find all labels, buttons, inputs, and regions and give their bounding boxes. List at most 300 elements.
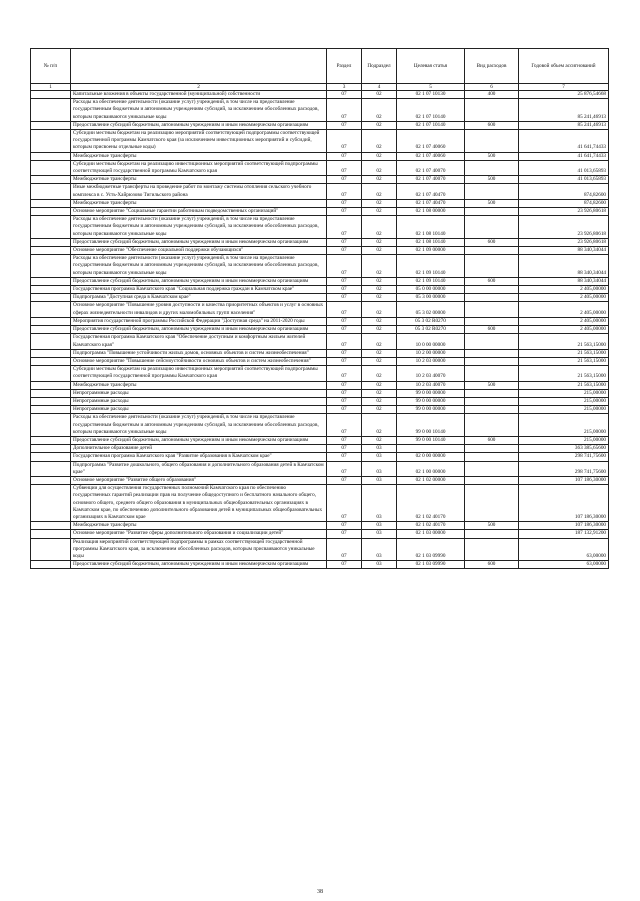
row-num-cell <box>31 184 71 199</box>
row-expense-type <box>465 334 519 349</box>
row-expense-type: 500 <box>465 199 519 207</box>
row-description: Непрограммные расходы <box>71 397 327 405</box>
row-description: Расходы на обеспечение деятельности (оказание услуг) учреждений, в том числе на предоставление государственным бюджетным и автономным учреждениям субсидий, за исключением обособленных расходов, которым присваиваются уникальные коды <box>71 216 327 239</box>
row-expense-type <box>465 406 519 414</box>
row-num-cell <box>31 216 71 239</box>
budget-table-sheet <box>30 48 608 569</box>
row-description: Подпрограмма "Развитие дошкольного, общего образования и дополнительного образования детей в Камчатском крае" <box>71 461 327 476</box>
row-target-article: 02 1 07 40070 <box>397 176 465 184</box>
table-row <box>31 349 609 357</box>
row-num-cell <box>31 445 71 453</box>
row-num-cell <box>31 317 71 325</box>
row-expense-type <box>465 247 519 255</box>
row-target-article: 02 1 09 10140 <box>397 255 465 278</box>
row-target-article: 02 1 03 09990 <box>397 538 465 561</box>
row-num-cell <box>31 538 71 561</box>
column-number: 3 <box>327 84 362 91</box>
row-target-article: 99 0 00 10140 <box>397 436 465 444</box>
row-num-cell <box>31 357 71 365</box>
row-num-cell <box>31 208 71 216</box>
row-num-cell <box>31 99 71 122</box>
row-amount: 874,82600 <box>519 199 609 207</box>
row-expense-type: 500 <box>465 381 519 389</box>
row-description: Основное мероприятие "Повышение сейсмоустойчивости основных объектов и систем жизнеобеспечения" <box>71 357 327 365</box>
row-section: 07 <box>327 184 362 199</box>
row-num-cell <box>31 152 71 160</box>
row-section: 07 <box>327 357 362 365</box>
row-amount: 21 563,15000 <box>519 381 609 389</box>
row-subsection: 02 <box>362 294 397 302</box>
row-expense-type: 500 <box>465 522 519 530</box>
row-expense-type <box>465 389 519 397</box>
row-description: Предоставление субсидий бюджетным, автономным учреждениям и иным некоммерческим организациям <box>71 121 327 129</box>
row-subsection: 02 <box>362 436 397 444</box>
row-amount: 23 926,80618 <box>519 208 609 216</box>
table-row <box>31 121 609 129</box>
row-expense-type: 500 <box>465 152 519 160</box>
row-num-cell <box>31 389 71 397</box>
row-subsection: 02 <box>362 302 397 317</box>
row-description: Субсидии местным бюджетам на реализацию мероприятий соответствующей подпрограммы соответствующей государственной программы Камчатского края (за исключением инвестиционных мероприятий и субсидий, которым присвоены отдельные коды) <box>71 130 327 153</box>
row-expense-type <box>465 349 519 357</box>
row-subsection: 02 <box>362 414 397 437</box>
row-section: 07 <box>327 389 362 397</box>
row-expense-type: 600 <box>465 121 519 129</box>
row-section: 07 <box>327 453 362 461</box>
row-num-cell <box>31 397 71 405</box>
row-num-cell <box>31 199 71 207</box>
row-subsection: 02 <box>362 255 397 278</box>
column-number: 1 <box>31 84 71 91</box>
row-description: Подпрограмма "Повышение устойчивости жилых домов, основных объектов и систем жизнеобеспечения" <box>71 349 327 357</box>
row-subsection: 02 <box>362 381 397 389</box>
row-subsection: 03 <box>362 485 397 522</box>
table-row <box>31 152 609 160</box>
row-expense-type <box>465 357 519 365</box>
table-row <box>31 302 609 317</box>
table-row <box>31 317 609 325</box>
row-amount: 363 385,65600 <box>519 445 609 453</box>
row-subsection: 03 <box>362 445 397 453</box>
row-expense-type <box>465 286 519 294</box>
row-subsection: 03 <box>362 522 397 530</box>
row-target-article: 05 0 00 00000 <box>397 286 465 294</box>
row-num-cell <box>31 302 71 317</box>
row-num-cell <box>31 255 71 278</box>
row-section: 07 <box>327 277 362 285</box>
row-subsection: 03 <box>362 453 397 461</box>
row-num-cell <box>31 277 71 285</box>
row-target-article: 02 1 08 00000 <box>397 208 465 216</box>
row-subsection: 02 <box>362 247 397 255</box>
row-description: Капитальные вложения в объекты государственной (муниципальной) собственности <box>71 91 327 99</box>
table-row <box>31 485 609 522</box>
column-number: 4 <box>362 84 397 91</box>
row-description: Дополнительное образование детей <box>71 445 327 453</box>
row-subsection: 02 <box>362 238 397 246</box>
row-amount: 215,00000 <box>519 397 609 405</box>
row-description: Подпрограмма "Доступная среда в Камчатском крае" <box>71 294 327 302</box>
row-section: 07 <box>327 538 362 561</box>
row-section: 07 <box>327 366 362 381</box>
row-section: 07 <box>327 436 362 444</box>
row-section: 07 <box>327 561 362 569</box>
row-subsection: 02 <box>362 277 397 285</box>
header-amount: Годовой объем ассигнований <box>519 49 609 84</box>
row-amount: 107 186,30000 <box>519 485 609 522</box>
row-amount: 41 013,65893 <box>519 160 609 175</box>
table-row <box>31 461 609 476</box>
row-amount: 21 563,15000 <box>519 366 609 381</box>
row-subsection: 02 <box>362 208 397 216</box>
row-subsection: 02 <box>362 216 397 239</box>
row-subsection: 03 <box>362 538 397 561</box>
page-number: 38 <box>317 889 323 895</box>
row-target-article: 02 1 08 10140 <box>397 238 465 246</box>
row-description: Основное мероприятие "Повышение уровня доступности и качества приоритетных объектов и услуг в основных сферах жизнедеятельности инвалидов и других маломобильных групп населения" <box>71 302 327 317</box>
row-amount: 88 340,34044 <box>519 255 609 278</box>
table-row <box>31 99 609 122</box>
row-target-article: 05 3 02 00000 <box>397 302 465 317</box>
table-row <box>31 522 609 530</box>
row-description: Межбюджетные трансферты <box>71 176 327 184</box>
row-target-article: 02 1 00 00000 <box>397 461 465 476</box>
row-section: 07 <box>327 522 362 530</box>
row-section: 07 <box>327 247 362 255</box>
table-row <box>31 334 609 349</box>
row-description: Непрограммные расходы <box>71 406 327 414</box>
row-amount: 2 405,00000 <box>519 286 609 294</box>
row-target-article <box>397 445 465 453</box>
row-expense-type <box>465 445 519 453</box>
row-target-article: 05 3 00 00000 <box>397 294 465 302</box>
table-row <box>31 389 609 397</box>
row-num-cell <box>31 522 71 530</box>
row-description: Государственная программа Камчатского края "Социальная поддержка граждан в Камчатском крае" <box>71 286 327 294</box>
row-description: Межбюджетные трансферты <box>71 522 327 530</box>
header-section: Раздел <box>327 49 362 84</box>
header-num: № п/п <box>31 49 71 84</box>
row-subsection: 02 <box>362 184 397 199</box>
column-number-row <box>31 84 609 91</box>
row-amount: 2 405,00000 <box>519 317 609 325</box>
row-section: 07 <box>327 445 362 453</box>
row-subsection: 02 <box>362 199 397 207</box>
table-row <box>31 238 609 246</box>
row-expense-type: 600 <box>465 238 519 246</box>
table-row <box>31 326 609 334</box>
row-amount: 2 405,00000 <box>519 326 609 334</box>
row-target-article: 02 0 00 00000 <box>397 453 465 461</box>
row-subsection: 02 <box>362 91 397 99</box>
row-section: 07 <box>327 294 362 302</box>
row-description: Межбюджетные трансферты <box>71 199 327 207</box>
row-section: 07 <box>327 349 362 357</box>
row-amount: 85 241,46913 <box>519 121 609 129</box>
row-section: 07 <box>327 286 362 294</box>
table-row <box>31 277 609 285</box>
row-target-article: 05 3 02 R0270 <box>397 326 465 334</box>
row-description: Основное мероприятие "Социальные гарантии работникам подведомственных организаций" <box>71 208 327 216</box>
row-amount: 187 132,91200 <box>519 530 609 538</box>
row-amount: 215,00000 <box>519 436 609 444</box>
row-num-cell <box>31 461 71 476</box>
row-num-cell <box>31 530 71 538</box>
row-target-article: 10 2 03 40070 <box>397 366 465 381</box>
table-row <box>31 381 609 389</box>
row-num-cell <box>31 485 71 522</box>
header-subsection: Подраздел <box>362 49 397 84</box>
row-section: 07 <box>327 160 362 175</box>
row-section: 07 <box>327 91 362 99</box>
table-row <box>31 436 609 444</box>
row-section: 07 <box>327 381 362 389</box>
row-description: Предоставление субсидий бюджетным, автономным учреждениям и иным некоммерческим организациям <box>71 277 327 285</box>
row-subsection: 02 <box>362 176 397 184</box>
column-number: 2 <box>71 84 327 91</box>
table-row <box>31 476 609 484</box>
row-subsection: 02 <box>362 326 397 334</box>
row-expense-type <box>465 160 519 175</box>
table-row <box>31 160 609 175</box>
row-subsection: 02 <box>362 160 397 175</box>
row-section: 07 <box>327 216 362 239</box>
row-amount: 298 741,75600 <box>519 453 609 461</box>
row-description: Непрограммные расходы <box>71 389 327 397</box>
row-subsection: 02 <box>362 99 397 122</box>
row-amount: 2 405,00000 <box>519 294 609 302</box>
row-num-cell <box>31 366 71 381</box>
row-subsection: 02 <box>362 349 397 357</box>
row-target-article: 99 0 00 10140 <box>397 414 465 437</box>
row-section: 07 <box>327 414 362 437</box>
table-row <box>31 247 609 255</box>
row-section: 07 <box>327 461 362 476</box>
row-section: 07 <box>327 530 362 538</box>
row-num-cell <box>31 238 71 246</box>
row-section: 07 <box>327 176 362 184</box>
row-num-cell <box>31 176 71 184</box>
row-amount: 41 641,74433 <box>519 152 609 160</box>
row-subsection: 02 <box>362 366 397 381</box>
row-num-cell <box>31 160 71 175</box>
row-target-article: 02 1 09 10140 <box>397 277 465 285</box>
row-expense-type: 600 <box>465 326 519 334</box>
row-expense-type <box>465 476 519 484</box>
row-description: Межбюджетные трансферты <box>71 381 327 389</box>
row-expense-type <box>465 99 519 122</box>
row-section: 07 <box>327 130 362 153</box>
row-subsection: 03 <box>362 530 397 538</box>
row-num-cell <box>31 406 71 414</box>
table-row <box>31 294 609 302</box>
row-target-article: 02 1 08 10140 <box>397 216 465 239</box>
row-subsection: 02 <box>362 357 397 365</box>
row-target-article: 99 0 00 00000 <box>397 397 465 405</box>
row-num-cell <box>31 436 71 444</box>
row-subsection: 02 <box>362 152 397 160</box>
row-num-cell <box>31 286 71 294</box>
row-section: 07 <box>327 152 362 160</box>
row-num-cell <box>31 130 71 153</box>
row-expense-type <box>465 302 519 317</box>
column-number: 5 <box>397 84 465 91</box>
row-amount: 63,00000 <box>519 561 609 569</box>
row-expense-type: 600 <box>465 436 519 444</box>
row-subsection: 02 <box>362 389 397 397</box>
row-section: 07 <box>327 302 362 317</box>
row-description: Предоставление субсидий бюджетным, автономным учреждениям и иным некоммерческим организациям <box>71 326 327 334</box>
row-subsection: 02 <box>362 334 397 349</box>
row-num-cell <box>31 561 71 569</box>
row-section: 07 <box>327 397 362 405</box>
row-target-article: 99 0 00 00000 <box>397 389 465 397</box>
row-amount: 88 340,34044 <box>519 247 609 255</box>
table-row <box>31 91 609 99</box>
row-section: 07 <box>327 485 362 522</box>
row-num-cell <box>31 453 71 461</box>
table-row <box>31 176 609 184</box>
row-expense-type <box>465 530 519 538</box>
row-amount: 2 405,00000 <box>519 302 609 317</box>
row-amount: 88 340,34044 <box>519 277 609 285</box>
row-section: 07 <box>327 326 362 334</box>
table-row <box>31 445 609 453</box>
row-amount: 85 241,46913 <box>519 99 609 122</box>
row-amount: 21 563,15000 <box>519 334 609 349</box>
row-description: Мероприятия государственной программы Российской Федерации "Доступная среда" на 2011-2020 годы <box>71 317 327 325</box>
row-amount: 21 563,15000 <box>519 349 609 357</box>
row-description: Основное мероприятие "Развитие общего образования" <box>71 476 327 484</box>
row-amount: 215,00000 <box>519 389 609 397</box>
row-amount: 874,82600 <box>519 184 609 199</box>
row-num-cell <box>31 334 71 349</box>
row-amount: 21 563,15000 <box>519 357 609 365</box>
row-description: Субсидии местным бюджетам на реализацию инвестиционных мероприятий соответствующей подпрограммы соответствующей государственной программы Камчатского края <box>71 160 327 175</box>
table-row <box>31 357 609 365</box>
row-amount: 23 926,80618 <box>519 216 609 239</box>
row-expense-type <box>465 317 519 325</box>
row-target-article: 10 2 03 40070 <box>397 381 465 389</box>
header-target: Целевая статья <box>397 49 465 84</box>
row-section: 07 <box>327 199 362 207</box>
row-subsection: 02 <box>362 317 397 325</box>
row-target-article: 02 1 02 40170 <box>397 522 465 530</box>
row-target-article: 02 1 07 40070 <box>397 160 465 175</box>
row-description: Расходы на обеспечение деятельности (оказание услуг) учреждений, в том числе на предоставление государственным бюджетным и автономным учреждениям субсидий, за исключением обособленных расходов, которым присваиваются уникальные коды <box>71 414 327 437</box>
row-target-article: 02 1 07 40060 <box>397 152 465 160</box>
row-subsection: 02 <box>362 286 397 294</box>
row-target-article: 02 1 07 10130 <box>397 91 465 99</box>
row-num-cell <box>31 476 71 484</box>
row-target-article: 05 3 02 R0270 <box>397 317 465 325</box>
header-expense-type: Вид расходов <box>465 49 519 84</box>
row-description: Предоставление субсидий бюджетным, автономным учреждениям и иным некоммерческим организациям <box>71 561 327 569</box>
row-amount: 25 876,54668 <box>519 91 609 99</box>
row-expense-type <box>465 485 519 522</box>
table-row <box>31 414 609 437</box>
row-target-article: 02 1 02 40170 <box>397 485 465 522</box>
table-row <box>31 255 609 278</box>
row-amount: 23 926,80618 <box>519 238 609 246</box>
row-target-article: 10 2 00 00000 <box>397 349 465 357</box>
row-section: 07 <box>327 208 362 216</box>
table-row <box>31 208 609 216</box>
row-description: Предоставление субсидий бюджетным, автономным учреждениям и иным некоммерческим организациям <box>71 436 327 444</box>
row-subsection: 02 <box>362 130 397 153</box>
row-amount: 215,00000 <box>519 414 609 437</box>
row-target-article: 99 0 00 00000 <box>397 406 465 414</box>
row-section: 07 <box>327 406 362 414</box>
row-target-article: 02 1 07 40060 <box>397 130 465 153</box>
row-description: Государственная программа Камчатского края "Развитие образования в Камчатском крае" <box>71 453 327 461</box>
table-row <box>31 406 609 414</box>
row-expense-type <box>465 130 519 153</box>
row-amount: 41 013,65893 <box>519 176 609 184</box>
row-target-article: 02 1 07 10140 <box>397 121 465 129</box>
row-description: Реализация мероприятий соответствующей подпрограммы в рамках соответствующей государственной программы Камчатского края, за исключением обособленных расходов, которым присваиваются уникальные коды <box>71 538 327 561</box>
row-target-article: 02 1 07 40470 <box>397 184 465 199</box>
row-description: Основное мероприятие "Развитие сферы дополнительного образования и социализации детей" <box>71 530 327 538</box>
table-row <box>31 366 609 381</box>
row-description: Иные межбюджетные трансферты на проведение работ по монтажу системы отопления сельского учебного комплекса в с. Усть-Хайрюзово Тигильского района <box>71 184 327 199</box>
row-num-cell <box>31 121 71 129</box>
column-number: 7 <box>519 84 609 91</box>
row-target-article: 02 1 02 00000 <box>397 476 465 484</box>
table-row <box>31 286 609 294</box>
row-expense-type <box>465 461 519 476</box>
row-target-article: 10 2 03 00000 <box>397 357 465 365</box>
row-num-cell <box>31 247 71 255</box>
row-subsection: 02 <box>362 406 397 414</box>
row-expense-type <box>465 255 519 278</box>
row-section: 07 <box>327 99 362 122</box>
row-description: Основное мероприятие "Обеспечение социальной поддержки обучающихся" <box>71 247 327 255</box>
budget-table <box>30 48 609 569</box>
row-subsection: 02 <box>362 397 397 405</box>
row-target-article: 02 1 07 10140 <box>397 99 465 122</box>
table-row <box>31 530 609 538</box>
table-row <box>31 216 609 239</box>
table-row <box>31 130 609 153</box>
row-description: Расходы на обеспечение деятельности (оказание услуг) учреждений, в том числе на предоставление государственным бюджетным и автономным учреждениям субсидий, за исключением обособленных расходов, которым присваиваются уникальные коды <box>71 255 327 278</box>
row-num-cell <box>31 91 71 99</box>
row-num-cell <box>31 294 71 302</box>
row-expense-type <box>465 366 519 381</box>
row-amount: 107 186,30000 <box>519 476 609 484</box>
header-row <box>31 49 609 84</box>
row-expense-type <box>465 294 519 302</box>
row-num-cell <box>31 349 71 357</box>
row-description: Межбюджетные трансферты <box>71 152 327 160</box>
row-section: 07 <box>327 334 362 349</box>
row-expense-type: 600 <box>465 277 519 285</box>
row-target-article: 02 1 03 00000 <box>397 530 465 538</box>
row-amount: 298 741,75600 <box>519 461 609 476</box>
row-section: 07 <box>327 476 362 484</box>
row-amount: 215,00000 <box>519 406 609 414</box>
row-expense-type: 500 <box>465 176 519 184</box>
row-amount: 63,00000 <box>519 538 609 561</box>
row-target-article: 02 1 03 09990 <box>397 561 465 569</box>
row-num-cell <box>31 381 71 389</box>
row-subsection: 03 <box>362 476 397 484</box>
row-target-article: 10 0 00 00000 <box>397 334 465 349</box>
row-target-article: 02 1 09 00000 <box>397 247 465 255</box>
row-expense-type <box>465 414 519 437</box>
row-section: 07 <box>327 121 362 129</box>
row-expense-type <box>465 453 519 461</box>
